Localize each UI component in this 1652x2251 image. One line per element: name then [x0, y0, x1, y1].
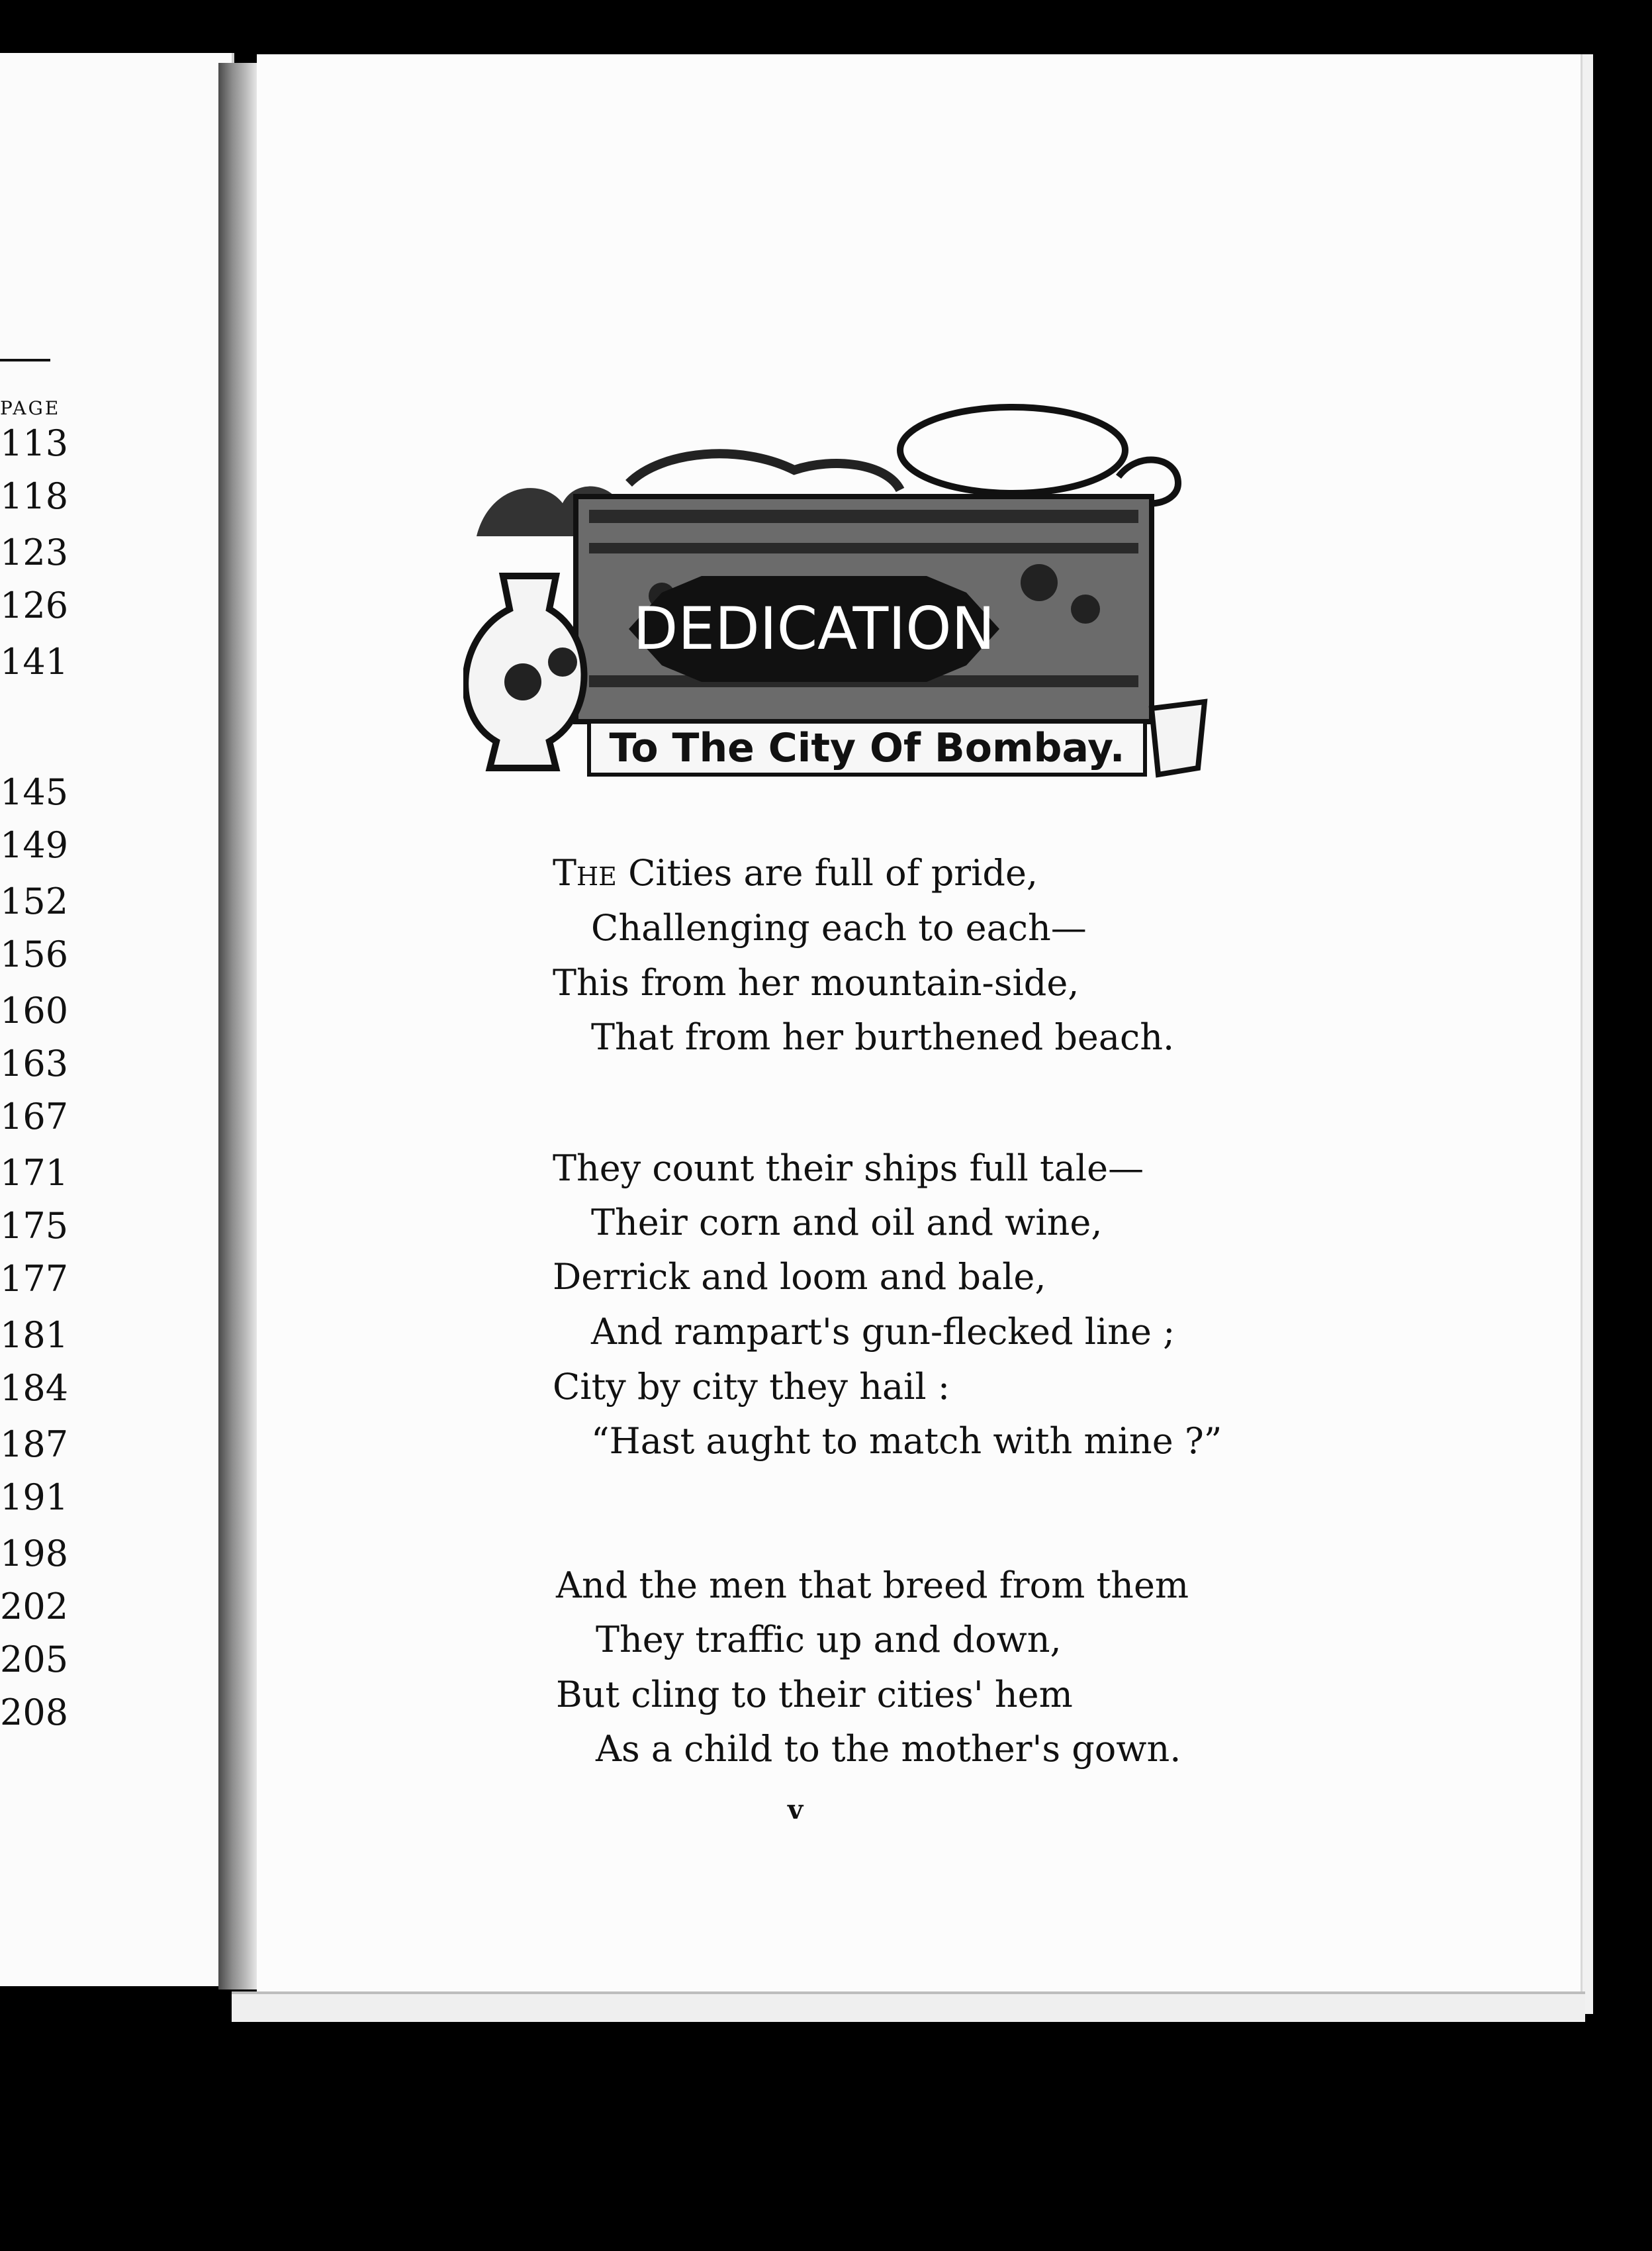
- book-gutter: [218, 63, 257, 1989]
- toc-page-number: 205: [0, 1639, 69, 1680]
- page-folio: v: [788, 1794, 803, 1825]
- toc-page-number: 141: [0, 641, 69, 683]
- poem-line: [553, 852, 1038, 894]
- panel-band: [589, 510, 1138, 523]
- toc-page-number: 181: [0, 1314, 69, 1356]
- poem-line: They traffic up and down,: [596, 1619, 1062, 1660]
- poem-line: City by city they hail :: [553, 1366, 950, 1408]
- vase-flower-icon: [504, 663, 541, 700]
- toc-page-number: 145: [0, 771, 69, 813]
- toc-page-number: 118: [0, 475, 69, 517]
- banner-illustration: [463, 397, 1211, 788]
- panel-flower-icon: [1071, 595, 1100, 624]
- panel-band: [589, 543, 1138, 553]
- toc-page-number: 123: [0, 532, 69, 573]
- toc-page-number: 208: [0, 1692, 69, 1733]
- banner-subtitle: To The City Of Bombay.: [609, 725, 1125, 771]
- toc-page-number: 156: [0, 934, 69, 975]
- poem-line: And the men that breed from them: [556, 1564, 1189, 1606]
- toc-page-number: 163: [0, 1043, 69, 1084]
- toc-page-number: 113: [0, 422, 69, 464]
- page-bottom-edge: [232, 1991, 1585, 2022]
- toc-page-header: PAGE: [0, 397, 61, 419]
- poem-line: Derrick and loom and bale,: [553, 1256, 1046, 1298]
- toc-page-number: 160: [0, 990, 69, 1031]
- toc-page-number: 198: [0, 1533, 69, 1574]
- toc-rule: [0, 359, 50, 361]
- toc-page-number: 126: [0, 585, 69, 626]
- poem-line: But cling to their cities' hem: [556, 1674, 1073, 1715]
- vase-flower-icon: [548, 647, 577, 677]
- toc-page-number: 175: [0, 1205, 69, 1247]
- left-page: [0, 53, 234, 1986]
- toc-page-number: 167: [0, 1096, 69, 1137]
- toc-page-number: 191: [0, 1476, 69, 1518]
- poem-line: As a child to the mother's gown.: [596, 1728, 1181, 1770]
- dedication-banner: [463, 397, 1211, 788]
- poem-line-text: Cities are full of pride,: [616, 852, 1038, 894]
- banner-title: DEDICATION: [633, 595, 995, 663]
- poem-line: And rampart's gun-flecked line ;: [591, 1311, 1175, 1353]
- toc-page-number: 184: [0, 1367, 69, 1409]
- ribbon-swirl-icon: [629, 454, 900, 490]
- toc-page-number: 177: [0, 1258, 69, 1300]
- toc-page-number: 202: [0, 1586, 69, 1627]
- oval-cartouche-icon: [900, 407, 1125, 493]
- poem-line: That from her burthened beach.: [591, 1016, 1175, 1058]
- poem-line: “Hast aught to match with mine ?”: [591, 1420, 1222, 1462]
- poem-line: Their corn and oil and wine,: [591, 1202, 1103, 1243]
- toc-page-number: 171: [0, 1152, 69, 1194]
- poem-line: This from her mountain-side,: [553, 962, 1079, 1004]
- poem-line: They count their ships full tale—: [553, 1147, 1144, 1189]
- poem-line: Challenging each to each—: [591, 907, 1087, 949]
- toc-page-number: 149: [0, 824, 69, 866]
- toc-page-number: 152: [0, 881, 69, 922]
- opening-word: The: [553, 852, 617, 894]
- toc-page-number: 187: [0, 1423, 69, 1465]
- panel-flower-icon: [1021, 564, 1058, 601]
- page-edge: [1581, 54, 1593, 2014]
- scroll-end-icon: [1152, 702, 1205, 775]
